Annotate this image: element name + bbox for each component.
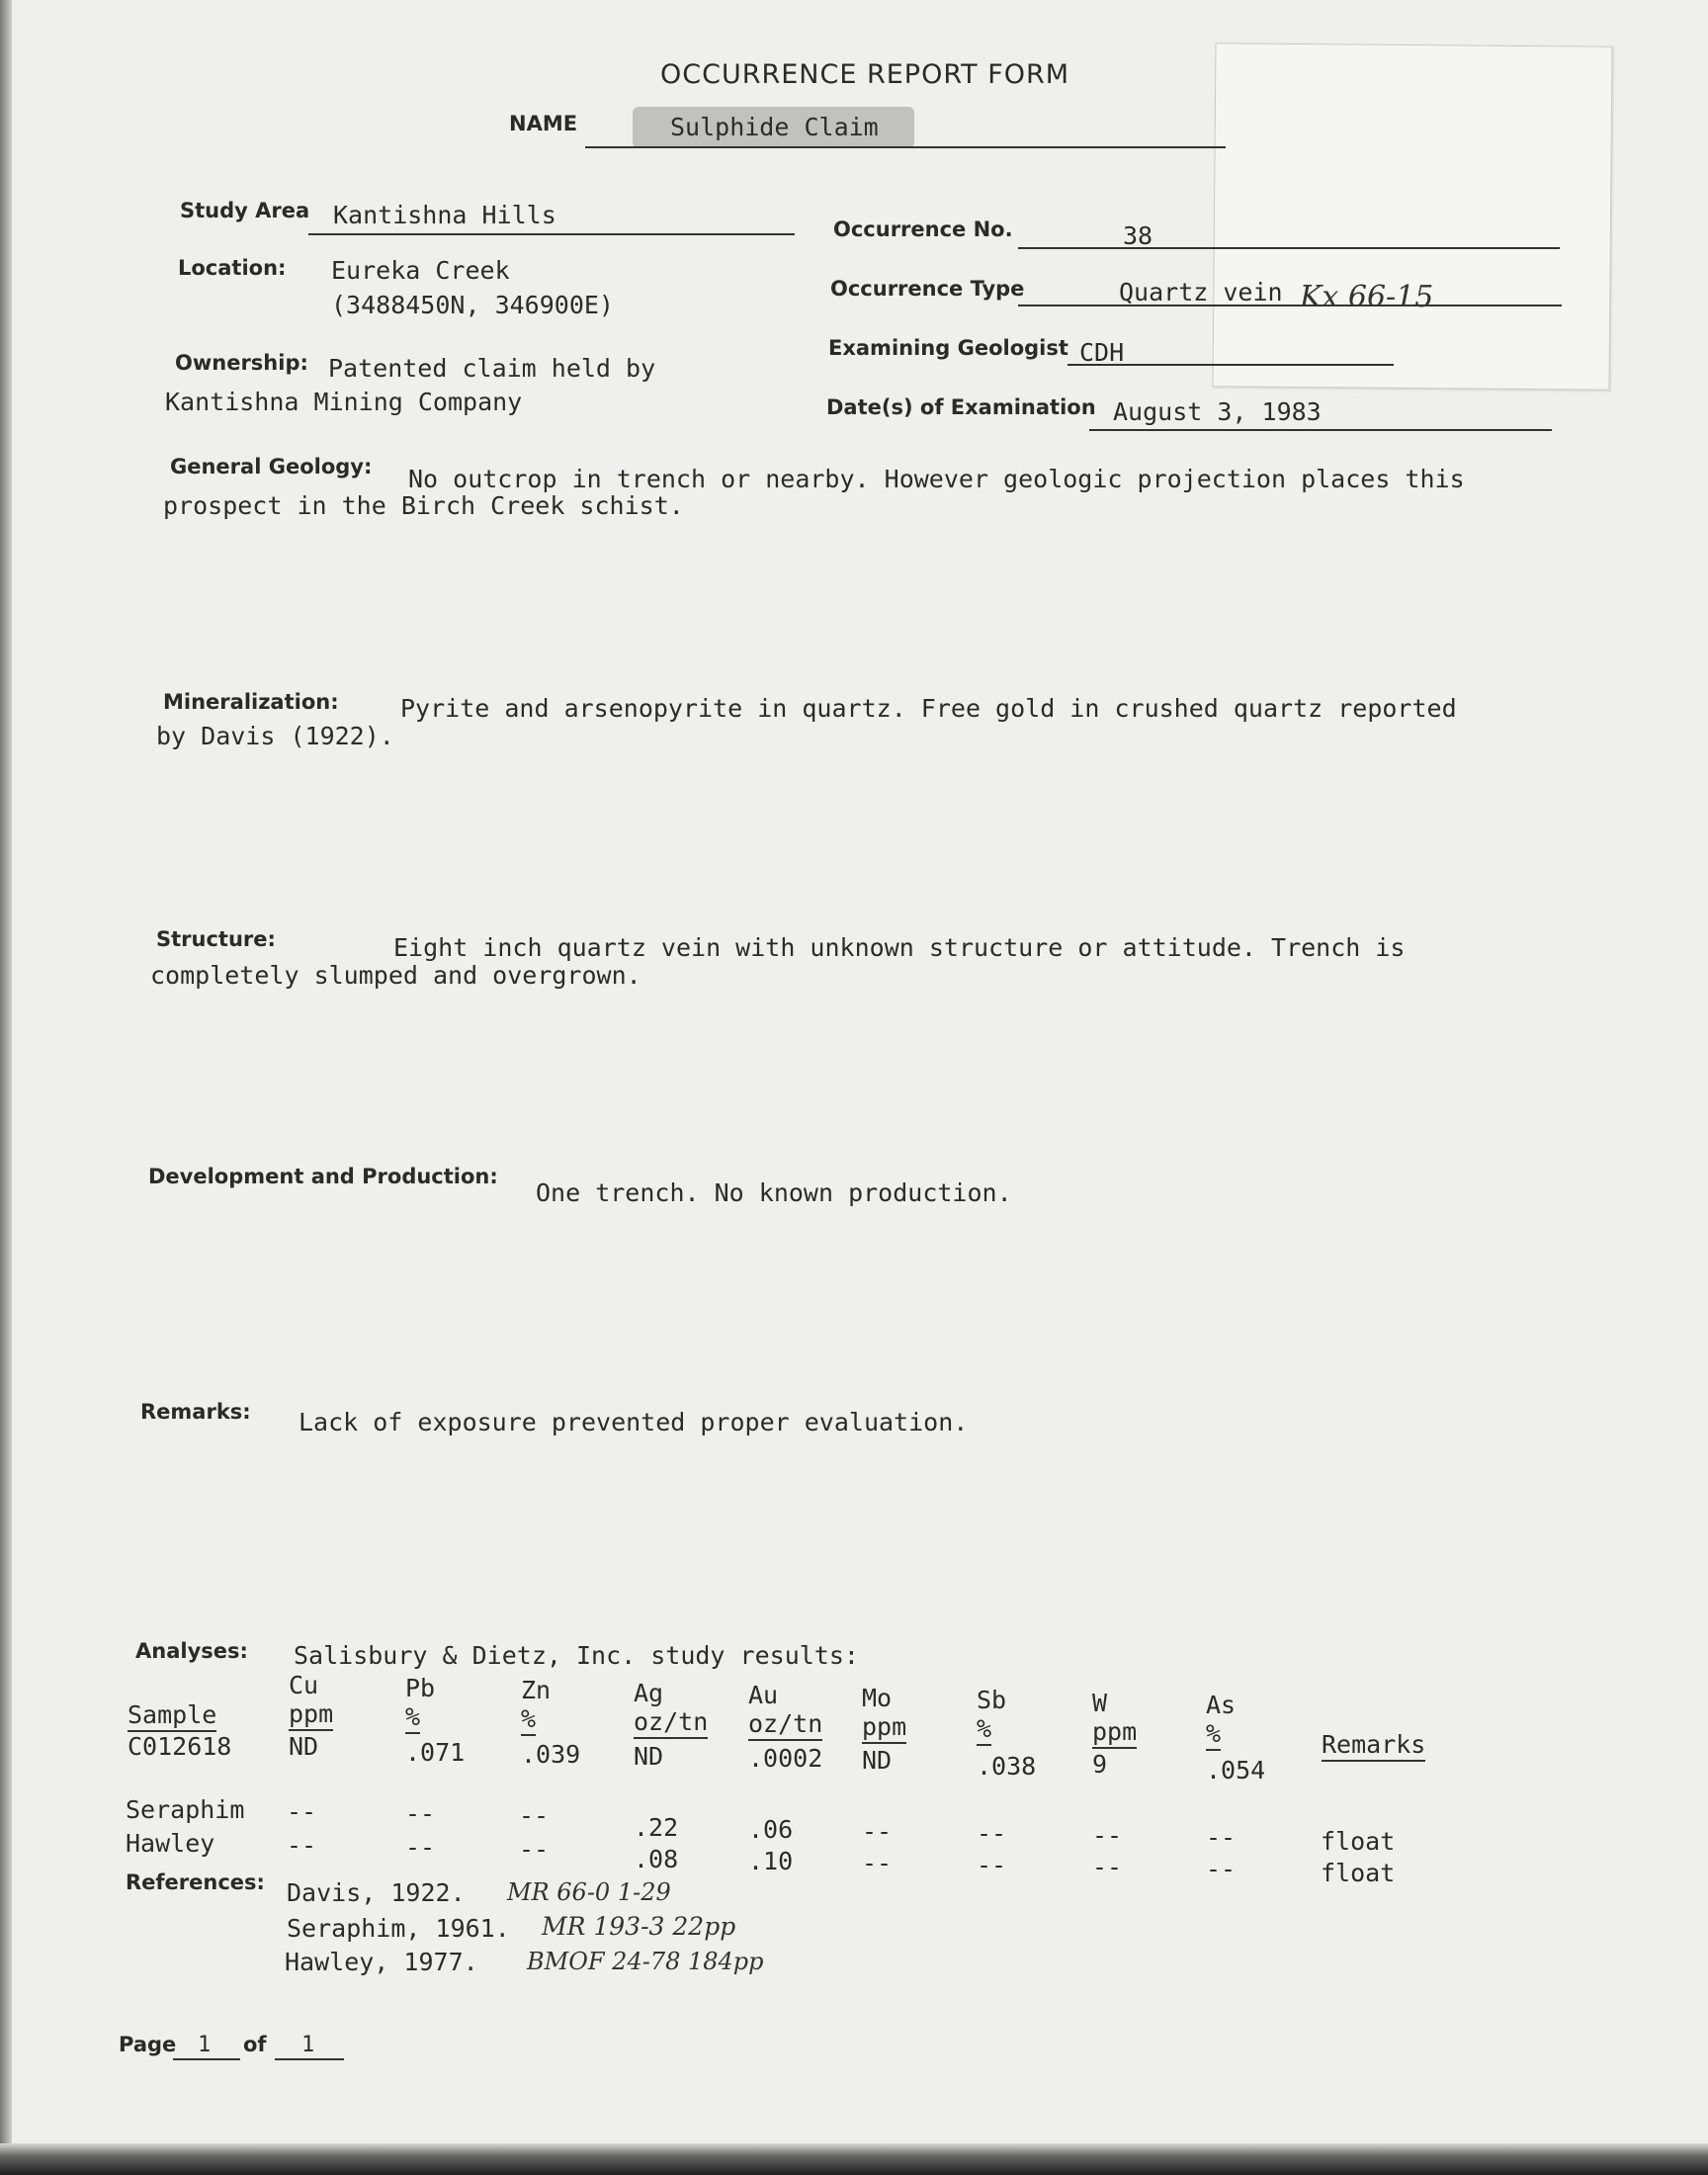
table-cell: float	[1321, 1827, 1396, 1856]
header-mo: Mo ppm	[862, 1684, 906, 1741]
development-label: Development and Production:	[148, 1165, 498, 1188]
table-cell: .06	[748, 1815, 794, 1844]
table-cell: --	[519, 1835, 550, 1864]
occurrence-type-line	[1018, 304, 1562, 306]
page-label: Page	[119, 2033, 177, 2056]
structure-line1: Eight inch quartz vein with unknown structure or attitude. Trench is	[393, 933, 1406, 962]
study-area-label: Study Area	[180, 199, 310, 222]
form-title: OCCURRENCE REPORT FORM	[660, 59, 1070, 90]
table-cell: float	[1321, 1859, 1396, 1887]
reference-item: Davis, 1922.	[287, 1878, 466, 1907]
general-geology-line2: prospect in the Birch Creek schist.	[163, 491, 684, 520]
header-w: W ppm	[1092, 1689, 1137, 1746]
table-cell: --	[287, 1797, 317, 1826]
reference-note: MR 193-3 22pp	[542, 1912, 736, 1941]
name-line	[585, 146, 1226, 148]
header-sample: Sample	[128, 1700, 216, 1729]
general-geology-line1: No outcrop in trench or nearby. However geologic projection places this	[408, 465, 1465, 493]
table-cell: --	[862, 1849, 893, 1877]
page-number-line	[173, 2058, 240, 2060]
table-cell: --	[862, 1817, 893, 1846]
analyses-intro: Salisbury & Dietz, Inc. study results:	[294, 1641, 859, 1670]
reference-item: Seraphim, 1961.	[287, 1914, 510, 1943]
table-cell: --	[405, 1833, 436, 1862]
name-value: Sulphide Claim	[670, 113, 879, 141]
header-zn: Zn %	[521, 1676, 565, 1733]
table-cell: Seraphim	[126, 1795, 245, 1824]
ownership-label: Ownership:	[175, 351, 308, 375]
occurrence-type-label: Occurrence Type	[830, 277, 1025, 301]
location-line1: Eureka Creek	[331, 256, 510, 285]
table-cell: --	[405, 1799, 436, 1828]
table-cell: .071	[405, 1738, 466, 1767]
table-cell: --	[1206, 1855, 1237, 1883]
table-cell: .22	[634, 1813, 679, 1842]
table-cell: ND	[862, 1746, 893, 1775]
of-label: of	[243, 2033, 267, 2056]
ownership-line2: Kantishna Mining Company	[165, 388, 523, 416]
occurrence-no-label: Occurrence No.	[833, 218, 1013, 241]
table-cell: 9	[1092, 1750, 1108, 1779]
development-value: One trench. No known production.	[536, 1178, 1012, 1207]
header-au: Au oz/tn	[748, 1681, 822, 1738]
table-cell: --	[977, 1851, 1007, 1879]
location-line2: (3488450N, 346900E)	[331, 291, 614, 319]
table-cell: .10	[748, 1847, 794, 1875]
examining-geologist-value: CDH	[1079, 338, 1125, 367]
header-as: As %	[1206, 1691, 1250, 1748]
structure-label: Structure:	[156, 927, 276, 951]
table-cell: --	[1092, 1853, 1123, 1881]
scan-left-edge	[0, 0, 12, 2175]
general-geology-label: General Geology:	[170, 455, 373, 478]
occurrence-no-value: 38	[1123, 221, 1153, 250]
page-total: 1	[301, 2033, 315, 2057]
remarks-label: Remarks:	[140, 1400, 251, 1424]
analyses-label: Analyses:	[135, 1639, 248, 1663]
study-area-line	[308, 233, 795, 235]
table-cell: Hawley	[126, 1829, 215, 1858]
table-cell: --	[519, 1801, 550, 1830]
dates-line	[1089, 429, 1552, 431]
name-label: NAME	[509, 112, 578, 135]
table-cell: ND	[634, 1742, 664, 1771]
table-cell: .039	[521, 1740, 581, 1769]
mineralization-label: Mineralization:	[163, 690, 339, 714]
mineralization-line1: Pyrite and arsenopyrite in quartz. Free gold in crushed quartz reported	[400, 694, 1457, 723]
header-remarks: Remarks	[1322, 1730, 1425, 1759]
table-cell: --	[1206, 1823, 1237, 1852]
attached-note-paper	[1212, 43, 1612, 390]
scan-bottom-edge	[0, 2143, 1708, 2175]
location-label: Location:	[178, 256, 287, 280]
references-label: References:	[126, 1870, 265, 1894]
table-cell: .08	[634, 1845, 679, 1873]
table-cell: --	[1092, 1821, 1123, 1850]
occurrence-no-line	[1018, 247, 1560, 249]
table-cell: .0002	[748, 1744, 823, 1773]
occurrence-type-value: Quartz vein	[1119, 278, 1283, 306]
table-cell: .038	[977, 1752, 1037, 1781]
header-ag: Ag oz/tn	[634, 1679, 708, 1736]
dates-label: Date(s) of Examination	[826, 395, 1096, 419]
ownership-line1: Patented claim held by	[328, 354, 656, 383]
page-total-line	[275, 2058, 344, 2060]
header-pb: Pb %	[405, 1674, 450, 1731]
reference-item: Hawley, 1977.	[285, 1948, 478, 1976]
page-number: 1	[198, 2033, 212, 2057]
header-cu: Cu ppm	[289, 1671, 333, 1728]
study-area-value: Kantishna Hills	[333, 201, 556, 229]
occurrence-type-annotation: Kx 66-15	[1300, 280, 1434, 314]
reference-note: MR 66-0 1-29	[507, 1878, 671, 1906]
remarks-value: Lack of exposure prevented proper evaluation.	[299, 1408, 969, 1436]
examining-geologist-label: Examining Geologist	[828, 336, 1068, 360]
table-cell: ND	[289, 1732, 319, 1761]
table-cell: --	[287, 1831, 317, 1860]
header-sb: Sb %	[977, 1686, 1021, 1743]
table-cell: C012618	[128, 1732, 232, 1761]
table-cell: .054	[1206, 1756, 1266, 1784]
table-cell: --	[977, 1819, 1007, 1848]
structure-line2: completely slumped and overgrown.	[150, 961, 641, 990]
mineralization-line2: by Davis (1922).	[156, 722, 394, 750]
dates-value: August 3, 1983	[1113, 397, 1322, 426]
reference-note: BMOF 24-78 184pp	[527, 1948, 764, 1975]
